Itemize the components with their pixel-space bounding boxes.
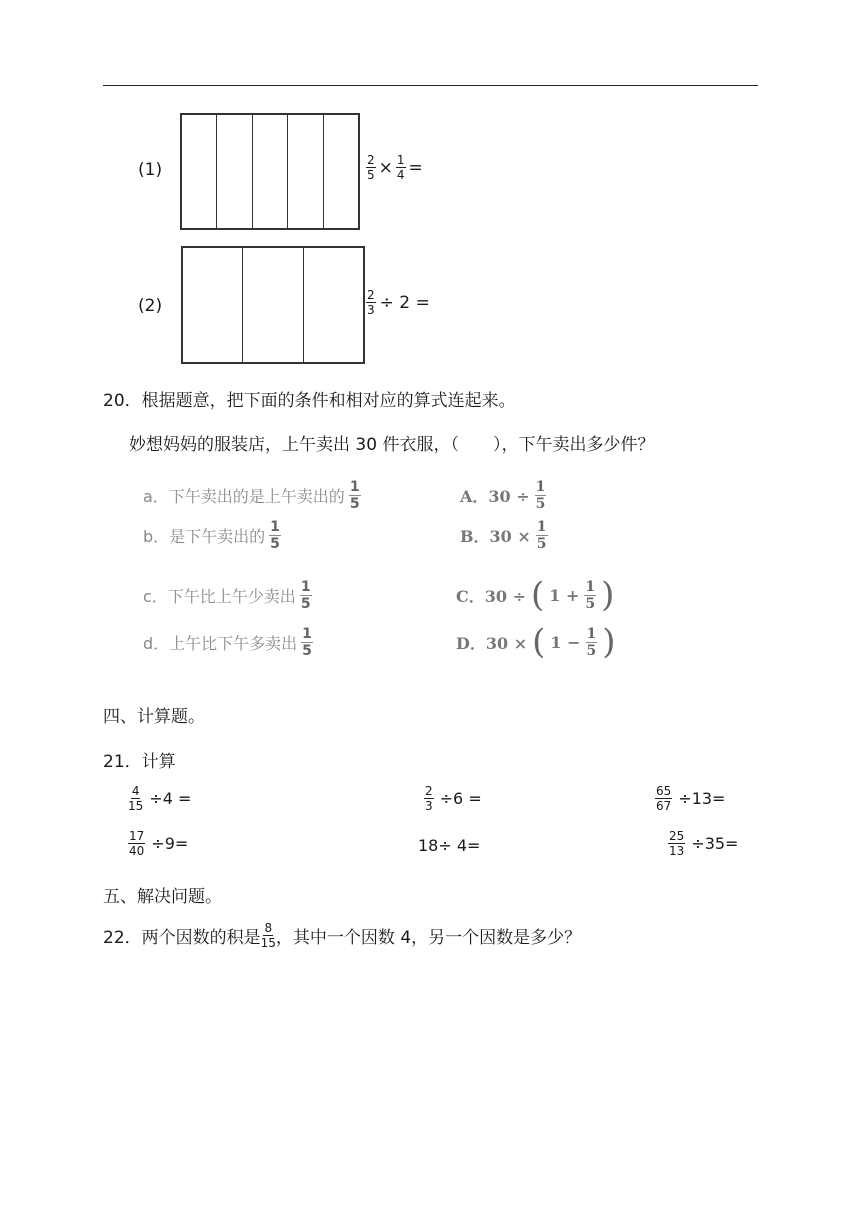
numerator: 25 xyxy=(669,829,685,843)
numerator: 65 xyxy=(656,784,672,798)
operator: × xyxy=(378,157,393,178)
denominator: 5 xyxy=(302,643,312,659)
numerator: 1 xyxy=(300,579,311,595)
q20-option-D[interactable] xyxy=(456,622,616,662)
calc-rest: ÷35= xyxy=(691,834,739,853)
fraction xyxy=(128,830,145,857)
fraction-grid-thirds xyxy=(181,246,365,364)
fraction xyxy=(586,627,598,658)
numerator: 2 xyxy=(425,784,433,798)
q22-suffix: ，其中一个因数 4，另一个因数是多少？ xyxy=(275,928,582,948)
option-text: c．下午比上午少卖出 xyxy=(143,587,296,606)
numerator: 1 xyxy=(302,626,312,642)
denominator: 5 xyxy=(270,536,280,552)
right-paren: ) xyxy=(601,575,615,615)
grid-cell xyxy=(324,115,358,228)
q20-option-c[interactable] xyxy=(143,580,312,611)
q20-option-A[interactable] xyxy=(460,480,546,511)
q21-item-4 xyxy=(128,830,188,857)
calc-rest: ÷4 = xyxy=(149,789,192,808)
q21-item-1 xyxy=(128,785,191,812)
q20-option-C[interactable] xyxy=(456,575,615,615)
q19-item1-expression xyxy=(366,154,423,181)
denominator: 3 xyxy=(425,799,433,813)
option-text: B．30 × xyxy=(460,527,531,546)
denominator: 5 xyxy=(535,496,546,512)
denominator: 5 xyxy=(586,642,597,659)
inner-expression: 1 − xyxy=(550,632,581,652)
q20-option-a[interactable] xyxy=(143,480,361,511)
grid-cell xyxy=(183,248,243,362)
grid-cell xyxy=(182,115,217,228)
numerator: 1 xyxy=(586,625,597,642)
option-text: d．上午比下午多卖出 xyxy=(143,634,298,653)
numerator: 2 xyxy=(367,153,375,167)
calc-rest: ÷9= xyxy=(151,834,189,853)
fraction xyxy=(536,520,548,551)
grid-cell xyxy=(243,248,303,362)
denominator: 3 xyxy=(367,303,375,317)
fraction xyxy=(668,830,685,857)
section-4-heading: 四、计算题。 xyxy=(103,707,205,727)
numerator: 1 xyxy=(349,479,360,495)
inner-expression: 1 + xyxy=(549,585,580,605)
grid-cell xyxy=(253,115,288,228)
q20-option-B[interactable] xyxy=(460,520,548,551)
grid-cell xyxy=(217,115,252,228)
numerator: 8 xyxy=(264,921,273,935)
fraction xyxy=(655,785,672,812)
calc-rest: ÷13= xyxy=(678,789,726,808)
denominator: 5 xyxy=(300,596,311,612)
fraction xyxy=(349,480,361,511)
denominator: 4 xyxy=(396,168,405,182)
numerator: 1 xyxy=(270,519,280,535)
fraction xyxy=(301,627,313,658)
fraction xyxy=(261,922,276,949)
calc-rest: ÷6 = xyxy=(439,789,482,808)
fraction xyxy=(396,154,406,181)
fraction xyxy=(128,785,143,812)
left-paren: ( xyxy=(530,575,545,615)
left-paren: ( xyxy=(532,622,546,662)
option-text: D．30 × xyxy=(456,633,528,653)
fraction xyxy=(424,785,434,812)
q21-item-6 xyxy=(668,830,738,857)
fraction xyxy=(366,154,376,181)
fraction-grid-fifths xyxy=(180,113,360,230)
denominator: 13 xyxy=(669,844,685,858)
denominator: 5 xyxy=(349,496,360,512)
right-paren: ) xyxy=(602,622,616,662)
grid-cell xyxy=(288,115,323,228)
equals: = xyxy=(408,157,423,178)
numerator: 1 xyxy=(585,578,596,595)
q20-option-b[interactable] xyxy=(143,520,281,551)
option-text: A．30 ÷ xyxy=(460,487,530,506)
calc-rest: 18÷ 4= xyxy=(418,836,481,855)
option-text: b．是下午卖出的 xyxy=(143,527,266,546)
fraction xyxy=(300,580,312,611)
q19-item1-label: (1) xyxy=(138,160,163,180)
q21-item-5 xyxy=(418,836,480,855)
fraction xyxy=(269,520,281,551)
q20-stem: 妙想妈妈的服装店，上午卖出 30 件衣服，（ ），下午卖出多少件？ xyxy=(129,435,655,455)
fraction xyxy=(584,580,596,611)
denominator: 15 xyxy=(128,799,144,813)
q21-item-3 xyxy=(655,785,725,812)
denominator: 40 xyxy=(129,844,145,858)
header-rule xyxy=(103,85,758,86)
numerator: 4 xyxy=(131,784,140,798)
fraction xyxy=(366,289,376,316)
q22-question xyxy=(103,922,581,949)
denominator: 67 xyxy=(656,799,672,813)
q20-option-d[interactable] xyxy=(143,627,313,658)
fraction xyxy=(535,480,547,511)
denominator: 5 xyxy=(585,595,596,612)
q21-item-2 xyxy=(424,785,482,812)
q19-item2-label: (2) xyxy=(138,296,163,316)
option-text: a．下午卖出的是上午卖出的 xyxy=(143,487,345,506)
q21-title: 21．计算 xyxy=(103,752,176,772)
divide-expression: ÷ 2 = xyxy=(379,292,430,313)
grid-cell xyxy=(304,248,363,362)
denominator: 5 xyxy=(367,168,375,182)
numerator: 17 xyxy=(129,829,145,843)
numerator: 1 xyxy=(535,479,546,495)
numerator: 2 xyxy=(367,288,375,302)
q19-item2-expression xyxy=(366,289,430,316)
q22-prefix: 22．两个因数的积是 xyxy=(103,928,261,948)
denominator: 5 xyxy=(536,536,547,552)
option-text: C．30 ÷ xyxy=(456,586,526,606)
denominator: 15 xyxy=(260,936,276,950)
numerator: 1 xyxy=(396,153,405,167)
q20-title: 20．根据题意，把下面的条件和相对应的算式连起来。 xyxy=(103,391,516,411)
section-5-heading: 五、解决问题。 xyxy=(103,887,222,907)
numerator: 1 xyxy=(536,519,547,535)
